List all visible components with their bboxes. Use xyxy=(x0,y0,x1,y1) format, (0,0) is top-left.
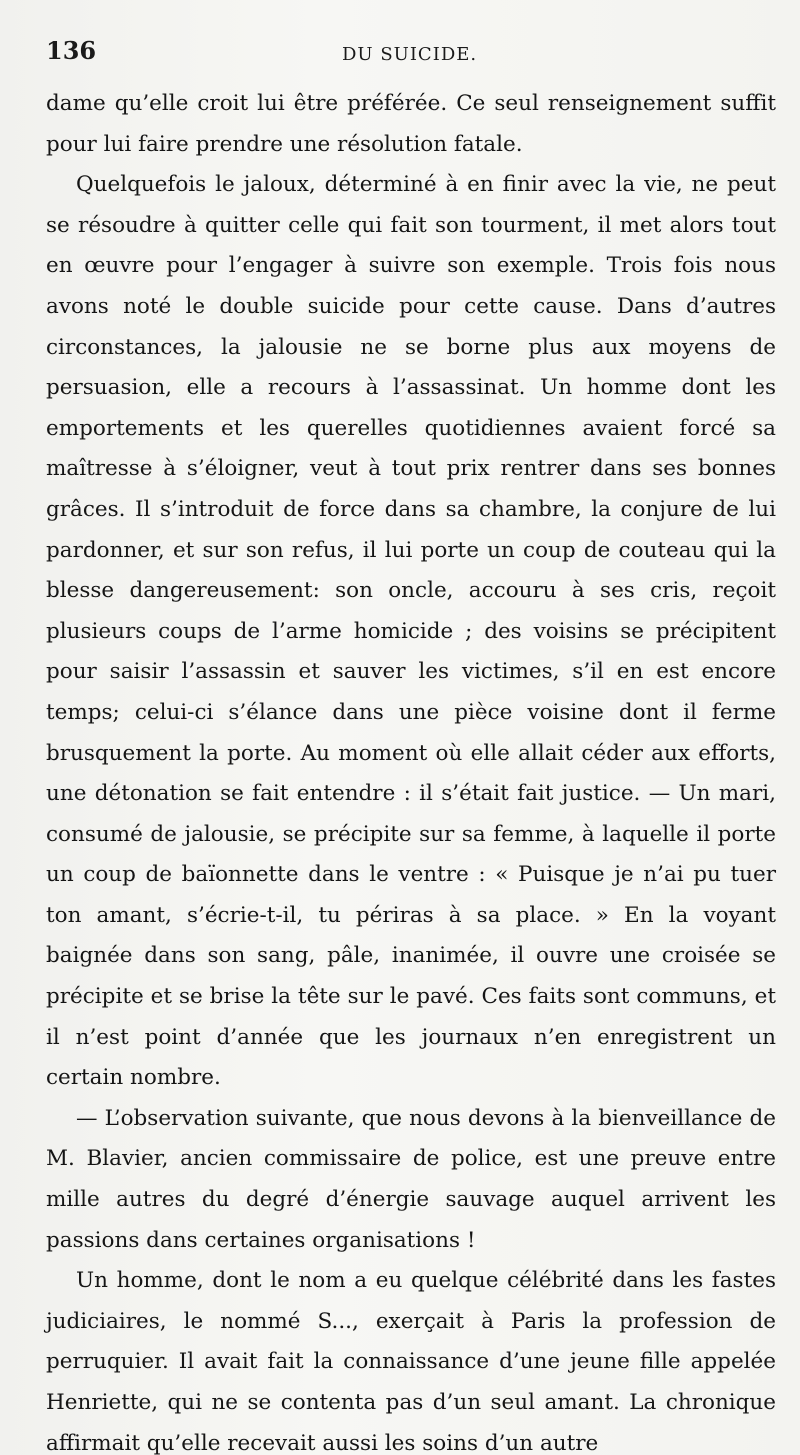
paragraph-1: dame qu’elle croit lui être préférée. Ce seul renseignement suffit pour lui faire prendre une résolution fatale. xyxy=(46,91,776,157)
running-title: DU SUICIDE. xyxy=(342,44,478,65)
paragraph-3: — L’observation suivante, que nous devons à la bienveillance de M. Blavier, ancien commissaire de police, est une preuve entre mille autres du degré d’énergie sauvage auquel arrivent les passions dans certaines organisations ! xyxy=(46,1105,776,1253)
page-header xyxy=(0,36,800,76)
text-body xyxy=(46,84,776,1455)
paragraph-2: Quelquefois le jaloux, déterminé à en finir avec la vie, ne peut se résoudre à quitter celle qui fait son tourment, il met alors tout en œuvre pour l’engager à suivre son exemple. Trois fois nous avons noté le double suicide pour cette cause. Dans d’autres circonstances, la jalousie ne se borne plus aux moyens de persuasion, elle a recours à l’assassinat. Un homme dont les emportements et les querelles quotidiennes avaient forcé sa maîtresse à s’éloigner, veut à tout prix rentrer dans ses bonnes grâces. Il s’introduit de force dans sa chambre, la conjure de lui pardonner, et sur son refus, il lui porte un coup de couteau qui la blesse dangereusement: son oncle, accouru à ses cris, reçoit plusieurs coups de l’arme homicide ; des voisins se précipitent pour saisir l’assassin et sauver les victimes, s’il en est encore temps; celui-ci s’élance dans une pièce voisine dont il ferme brusquement la porte. Au moment où elle allait céder aux efforts, une détonation se fait entendre : il s’était fait justice. — Un mari, consumé de jalousie, se précipite sur sa femme, à laquelle il porte un coup de baïonnette dans le ventre : « Puisque je n’ai pu tuer ton amant, s’écrie-t-il, tu périras à sa place. » En la voyant baignée dans son sang, pâle, inanimée, il ouvre une croisée se précipite et se brise la tête sur le pavé. Ces faits sont communs, et il n’est point d’année que les journaux n’en enregistrent un certain nombre. xyxy=(46,172,776,1091)
paragraph-4: Un homme, dont le nom a eu quelque célébrité dans les fastes judiciaires, le nommé S..., exerçait à Paris la profession de perruquier. Il avait fait la connaissance d’une jeune fille appelée Henriette, qui ne se contenta pas d’un seul amant. La chronique affirmait qu’elle recevait aussi les soins d’un autre xyxy=(46,1268,776,1455)
page-number: 136 xyxy=(46,36,97,65)
